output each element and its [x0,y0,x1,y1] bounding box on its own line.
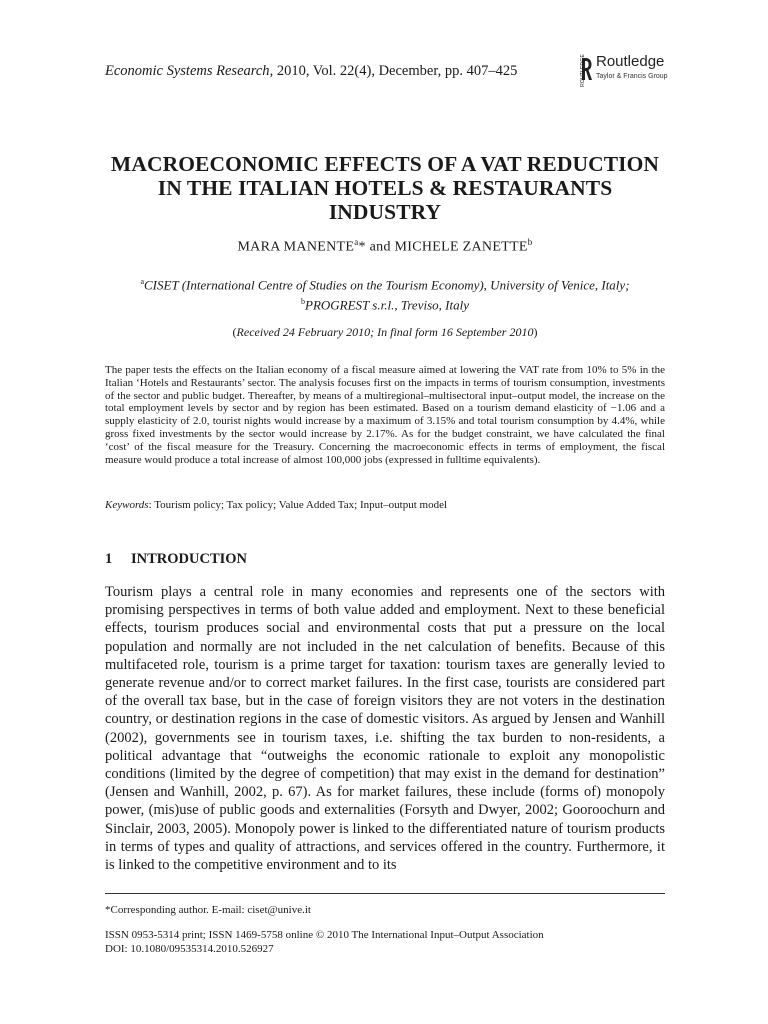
body-paragraph: Tourism plays a central role in many economies and represents one of the sectors with promising perspectives in terms of both value added and employment. Next to these beneficial effects, tourism produces social and environmental costs that put a pressure on the local population and normally are not included in the net calculation of benefits. Because of this multifaceted role, tourism is a prime target for taxation: tourism taxes are generally levied to generate revenue and/or to correct market failures. In the first case, tourists are considered part of the overall tax base, but in the case of foreign visitors they are not voters in the destination country, or destination regions in the case of domestic visitors. As argued by Jensen and Wanhill (2002), governments see in tourism taxes, i.e. shifting the tax burden to non-residents, a political advantage that “outweighs the economic rationale to exploit any monopolistic conditions (limited by the degree of competition) that may exist in the demand for destination” (Jensen and Wanhill, 2002, p. 67). As for market failures, these include (forms of) monopoly power, (mis)use of public goods and externalities (Forsyth and Dwyer, 2002; Gooroochurn and Sinclair, 2003, 2005). Monopoly power is linked to the differentiated nature of tourism products in terms of types and quality of attractions, and services offered in the country. Furthermore, it is linked to the competitive environment and to its [105,584,665,874]
publisher-vertical-text: ROUTLEDGE [580,54,586,87]
section-heading [105,551,247,568]
title-line: INDUSTRY [328,200,442,224]
article-title [105,152,665,224]
section-title: INTRODUCTION [131,551,248,567]
affiliation-marker: b [301,297,306,307]
affiliation-text: PROGREST s.r.l., Treviso, Italy [305,297,469,313]
keywords-label: Keywords [105,499,149,511]
title-line: IN THE ITALIAN HOTELS & RESTAURANTS [157,176,613,200]
keywords-text: : Tourism policy; Tax policy; Value Added Tax; Input–output model [148,499,448,511]
affiliation-b [105,293,665,313]
author-list [105,237,665,256]
author-separator: and [365,239,395,255]
publisher-logo [578,52,688,88]
journal-volume-info: , 2010, Vol. 22(4), December, pp. 407–425 [269,63,518,79]
publisher-name: Routledge [596,53,665,70]
paren-open: ( [232,325,237,339]
affiliation-marker: a [354,237,359,247]
affiliations [105,273,665,314]
title-line: MACROECONOMIC EFFECTS OF A VAT REDUCTION [110,152,660,176]
affiliation-marker: b [527,237,533,247]
journal-name: Economic Systems Research [105,63,270,79]
publication-info [105,929,544,956]
publisher-subtitle: Taylor & Francis Group [596,73,668,80]
affiliation-text: CISET (International Centre of Studies on the Tourism Economy), University of Venice, Italy; [144,277,630,293]
doi-line: DOI: 10.1080/09535314.2010.526927 [105,942,274,955]
affiliation-a [105,273,665,293]
issn-line: ISSN 0953-5314 print; ISSN 1469-5758 online © 2010 The International Input–Output Association [105,929,544,941]
abstract: The paper tests the effects on the Italian economy of a fiscal measure aimed at lowering the VAT rate from 10% to 5% in the Italian ‘Hotels and Restaurants’ sector. The analysis focuses first on the impacts in terms of tourism consumption, investments of the sector and public budget. Thereafter, by means of a multiregional–multisectoral input–output model, the increase on the total employment levels by sector and by region has been estimated. Based on a tourism demand elasticity of −1.06 and a supply elasticity of 2.0, tourist nights would increase by a maximum of 3.15% and total tourism consumption by 4.4%, while gross fixed investments by the sector would increase by 2.17%. As for the budget constraint, we have calculated the final ‘cost’ of the fiscal measure for the Treasury. Concerning the macroeconomic effects in terms of employment, the fiscal measure would produce a total increase of almost 100,000 jobs (expressed in fulltime equivalents). [105,364,665,466]
footnote-divider [105,893,665,894]
received-text: Received 24 February 2010; In final form 16 September 2010 [236,325,534,339]
footnote: *Corresponding author. E-mail: ciset@unive.it [105,904,311,916]
journal-citation [105,63,575,80]
affiliation-marker: a [140,277,145,286]
author-name: MARA MANENTE [237,239,355,255]
paren-close: ) [533,325,538,339]
section-number: 1 [105,551,113,567]
author-name: MICHELE ZANETTE [394,239,528,255]
received-dates [105,325,665,340]
keywords [105,499,665,511]
corresponding-marker: * [358,239,366,255]
